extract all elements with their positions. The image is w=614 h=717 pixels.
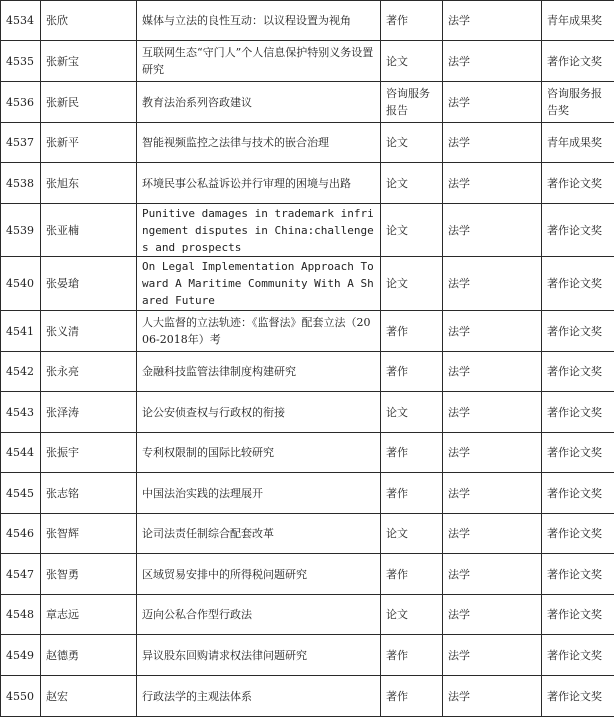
work-type: 著作 [381, 676, 443, 717]
row-number: 4534 [1, 1, 41, 41]
award-category: 著作论文奖 [542, 514, 614, 554]
discipline: 法学 [443, 433, 542, 473]
author-name: 张晏瑲 [41, 257, 137, 311]
work-title: 异议股东回购请求权法律问题研究 [137, 635, 381, 676]
work-title: 中国法治实践的法理展开 [137, 473, 381, 514]
discipline: 法学 [443, 204, 542, 257]
author-name: 张永亮 [41, 352, 137, 392]
discipline: 法学 [443, 635, 542, 676]
row-number: 4539 [1, 204, 41, 257]
row-number: 4549 [1, 635, 41, 676]
work-title: 区域贸易安排中的所得税问题研究 [137, 554, 381, 595]
work-title: 互联网生态“守门人”个人信息保护特别义务设置研究 [137, 41, 381, 82]
work-title: 金融科技监管法律制度构建研究 [137, 352, 381, 392]
table-row [1, 433, 614, 473]
discipline: 法学 [443, 473, 542, 514]
work-type: 著作 [381, 473, 443, 514]
table-body [1, 1, 614, 717]
work-type: 论文 [381, 204, 443, 257]
table-row [1, 163, 614, 204]
award-category: 著作论文奖 [542, 392, 614, 433]
discipline: 法学 [443, 514, 542, 554]
work-type: 论文 [381, 392, 443, 433]
work-type: 著作 [381, 635, 443, 676]
work-title: 教育法治系列咨政建议 [137, 82, 381, 123]
work-title: 论公安侦查权与行政权的衔接 [137, 392, 381, 433]
award-category: 著作论文奖 [542, 257, 614, 311]
table-row [1, 392, 614, 433]
row-number: 4543 [1, 392, 41, 433]
row-number: 4535 [1, 41, 41, 82]
award-category: 著作论文奖 [542, 635, 614, 676]
award-category: 著作论文奖 [542, 311, 614, 352]
award-category: 青年成果奖 [542, 1, 614, 41]
discipline: 法学 [443, 676, 542, 717]
author-name: 张振宇 [41, 433, 137, 473]
row-number: 4541 [1, 311, 41, 352]
row-number: 4538 [1, 163, 41, 204]
work-title: 专利权限制的国际比较研究 [137, 433, 381, 473]
author-name: 张欣 [41, 1, 137, 41]
row-number: 4540 [1, 257, 41, 311]
work-title: 智能视频监控之法律与技术的嵌合治理 [137, 123, 381, 163]
table-row [1, 554, 614, 595]
work-title: 迈向公私合作型行政法 [137, 595, 381, 635]
author-name: 张新民 [41, 82, 137, 123]
work-type: 论文 [381, 257, 443, 311]
work-type: 著作 [381, 433, 443, 473]
table-row [1, 514, 614, 554]
work-type: 论文 [381, 595, 443, 635]
table-row [1, 1, 614, 41]
row-number: 4546 [1, 514, 41, 554]
discipline: 法学 [443, 392, 542, 433]
work-title: 人大监督的立法轨迹：《监督法》配套立法（2006-2018年）考 [137, 311, 381, 352]
row-number: 4548 [1, 595, 41, 635]
table-row [1, 257, 614, 311]
table-row [1, 123, 614, 163]
award-category: 著作论文奖 [542, 676, 614, 717]
table-row [1, 204, 614, 257]
work-type: 著作 [381, 554, 443, 595]
author-name: 张智勇 [41, 554, 137, 595]
work-title: 行政法学的主观法体系 [137, 676, 381, 717]
award-category: 青年成果奖 [542, 123, 614, 163]
row-number: 4536 [1, 82, 41, 123]
work-type: 论文 [381, 123, 443, 163]
row-number: 4537 [1, 123, 41, 163]
work-title: 环境民事公私益诉讼并行审理的困境与出路 [137, 163, 381, 204]
author-name: 赵宏 [41, 676, 137, 717]
work-title: 媒体与立法的良性互动：以议程设置为视角 [137, 1, 381, 41]
award-category: 著作论文奖 [542, 433, 614, 473]
table-row [1, 635, 614, 676]
table-row [1, 595, 614, 635]
author-name: 张泽涛 [41, 392, 137, 433]
discipline: 法学 [443, 123, 542, 163]
discipline: 法学 [443, 352, 542, 392]
award-category: 著作论文奖 [542, 595, 614, 635]
row-number: 4544 [1, 433, 41, 473]
work-type: 著作 [381, 352, 443, 392]
work-type: 论文 [381, 41, 443, 82]
table-row [1, 311, 614, 352]
author-name: 张亚楠 [41, 204, 137, 257]
award-category: 著作论文奖 [542, 163, 614, 204]
table-row [1, 473, 614, 514]
discipline: 法学 [443, 311, 542, 352]
author-name: 张志铭 [41, 473, 137, 514]
work-type: 咨询服务报告 [381, 82, 443, 123]
work-type: 论文 [381, 163, 443, 204]
table-row [1, 676, 614, 717]
discipline: 法学 [443, 82, 542, 123]
work-type: 著作 [381, 1, 443, 41]
discipline: 法学 [443, 163, 542, 204]
work-title: 论司法责任制综合配套改革 [137, 514, 381, 554]
award-category: 著作论文奖 [542, 554, 614, 595]
work-title: On Legal Implementation Approach Toward A Maritime Community With A Shared Future [137, 257, 381, 311]
row-number: 4547 [1, 554, 41, 595]
work-type: 著作 [381, 311, 443, 352]
author-name: 张新平 [41, 123, 137, 163]
discipline: 法学 [443, 1, 542, 41]
discipline: 法学 [443, 554, 542, 595]
discipline: 法学 [443, 41, 542, 82]
author-name: 张义清 [41, 311, 137, 352]
award-category: 咨询服务报告奖 [542, 82, 614, 123]
author-name: 张新宝 [41, 41, 137, 82]
author-name: 赵德勇 [41, 635, 137, 676]
author-name: 章志远 [41, 595, 137, 635]
table-row [1, 352, 614, 392]
table-row [1, 82, 614, 123]
award-category: 著作论文奖 [542, 41, 614, 82]
discipline: 法学 [443, 595, 542, 635]
author-name: 张旭东 [41, 163, 137, 204]
work-title: Punitive damages in trademark infringement disputes in China:challenges and prospects [137, 204, 381, 257]
discipline: 法学 [443, 257, 542, 311]
row-number: 4545 [1, 473, 41, 514]
author-name: 张智辉 [41, 514, 137, 554]
award-category: 著作论文奖 [542, 473, 614, 514]
table-row [1, 41, 614, 82]
award-category: 著作论文奖 [542, 352, 614, 392]
row-number: 4550 [1, 676, 41, 717]
work-type: 论文 [381, 514, 443, 554]
award-category: 著作论文奖 [542, 204, 614, 257]
row-number: 4542 [1, 352, 41, 392]
